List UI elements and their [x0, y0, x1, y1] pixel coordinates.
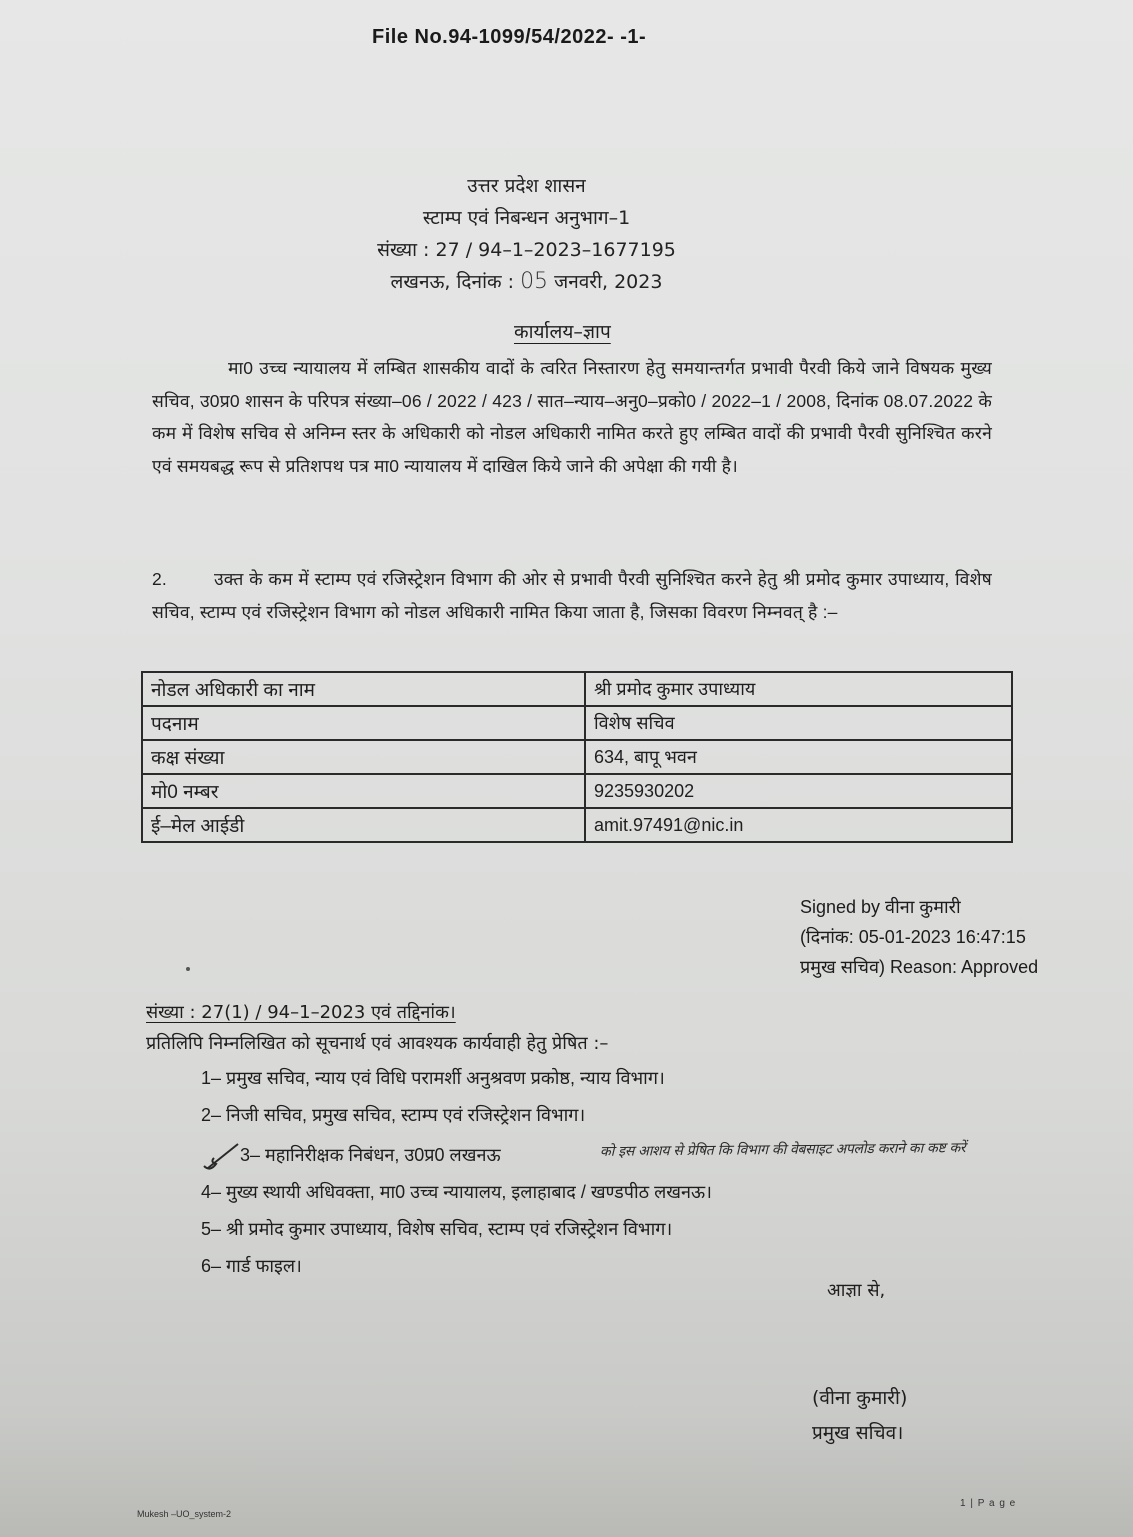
label-designation: पदनाम: [142, 706, 585, 740]
paragraph-2: [152, 563, 992, 628]
paragraph-2-number: 2.: [152, 569, 167, 589]
header-reference-number: संख्या : 27 / 94–1–2023–1677195: [377, 239, 676, 261]
digital-signature-block: [800, 892, 1038, 982]
table-row: [142, 672, 1012, 706]
value-mobile-number: 9235930202: [585, 774, 1012, 808]
value-room-number: 634, बापू भवन: [585, 740, 1012, 774]
signature-line-1: Signed by वीना कुमारी: [800, 897, 961, 917]
label-mobile-number: मो0 नम्बर: [142, 774, 585, 808]
label-officer-name: नोडल अधिकारी का नाम: [142, 672, 585, 706]
paragraph-1-text: मा0 उच्च न्यायालय में लम्बित शासकीय वादों के त्वरित निस्तारण हेतु समयान्तर्गत प्रभावी पैरवी किये जाने विषयक मुख्य सचिव, उ0प्र0 शासन के परिपत्र संख्या–06 / 2022 / 423 / सात–न्याय–अनु0–प्रको0 / 2022–1 / 2008, दिनांक 08.07.2022 के कम में विशेष सचिव से अनिम्न स्तर के अधिकारी को नोडल अधिकारी नामित करते हुए लम्बित वादों की प्रभावी पैरवी सुनिश्चित करने एवं समयबद्ध रूप से प्रतिशपथ पत्र मा0 न्यायालय में दाखिल किये जाने की अपेक्षा की गयी है।: [152, 358, 992, 476]
paragraph-2-text: उक्त के कम में स्टाम्प एवं रजिस्ट्रेशन विभाग की ओर से प्रभावी पैरवी सुनिश्चित करने हेतु श्री प्रमोद कुमार उपाध्याय, विशेष सचिव, स्टाम्प एवं रजिस्ट्रेशन विभाग को नोडल अधिकारी नामित किया जाता है, जिसका विवरण निम्नवत् है :–: [152, 569, 992, 622]
header-government: उत्तर प्रदेश शासन: [467, 175, 586, 197]
table-row: [142, 774, 1012, 808]
copy-recipient-1: 1– प्रमुख सचिव, न्याय एवं विधि परामर्शी अनुश्रवण प्रकोष्ठ, न्याय विभाग।: [201, 1068, 665, 1088]
header-date: [0, 268, 1093, 294]
label-room-number: कक्ष संख्या: [142, 740, 585, 774]
value-email: amit.97491@nic.in: [585, 808, 1012, 842]
copy-recipient-5: 5– श्री प्रमोद कुमार उपाध्याय, विशेष सचिव, स्टाम्प एवं रजिस्ट्रेशन विभाग।: [201, 1219, 673, 1239]
copy-intro: प्रतिलिपि निम्नलिखित को सूचनार्थ एवं आवश्यक कार्यवाही हेतु प्रेषित :–: [146, 1033, 609, 1054]
stray-mark: [186, 967, 190, 971]
value-designation: विशेष सचिव: [585, 706, 1012, 740]
by-order: आज्ञा से,: [827, 1280, 886, 1301]
table-row: [142, 706, 1012, 740]
table-row: [142, 808, 1012, 842]
nodal-officer-table: [141, 671, 1013, 843]
paragraph-1: [152, 352, 992, 482]
copy-recipient-6: 6– गार्ड फाइल।: [201, 1256, 302, 1276]
value-officer-name: श्री प्रमोद कुमार उपाध्याय: [585, 672, 1012, 706]
table-row: [142, 740, 1012, 774]
footer-page-number: 1 | P a g e: [960, 1498, 1017, 1509]
date-prefix: लखनऊ, दिनांक :: [390, 271, 521, 293]
date-suffix: जनवरी, 2023: [548, 271, 663, 293]
copy-reference-number: संख्या : 27(1) / 94–1–2023 एवं तद्दिनांक।: [146, 1002, 456, 1023]
signature-line-3: प्रमुख सचिव) Reason: Approved: [800, 957, 1039, 977]
file-number: File No.94-1099/54/2022- -1-: [372, 26, 647, 48]
handwritten-checkmark-icon: [200, 1140, 240, 1174]
signatory-designation: प्रमुख सचिव।: [812, 1422, 904, 1444]
signatory-name: (वीना कुमारी): [812, 1387, 908, 1409]
copy-recipient-2: 2– निजी सचिव, प्रमुख सचिव, स्टाम्प एवं रजिस्ट्रेशन विभाग।: [201, 1105, 586, 1125]
memo-title: कार्यालय–ज्ञाप: [514, 321, 611, 343]
header-department: स्टाम्प एवं निबन्धन अनुभाग–1: [422, 207, 631, 229]
handwritten-annotation: को इस आशय से प्रेषित कि विभाग की वेबसाइट अपलोड कराने का कष्ट करें: [599, 1140, 966, 1160]
footer-system-id: Mukesh –UO_system-2: [137, 1509, 232, 1519]
copy-recipient-4: 4– मुख्य स्थायी अधिवक्ता, मा0 उच्च न्यायालय, इलाहाबाद / खण्डपीठ लखनऊ।: [201, 1182, 712, 1202]
handwritten-day: 05: [520, 269, 549, 294]
label-email: ई–मेल आईडी: [142, 808, 585, 842]
signature-line-2: (दिनांक: 05-01-2023 16:47:15: [800, 927, 1026, 947]
copy-recipient-3: 3– महानिरीक्षक निबंधन, उ0प्र0 लखनऊ: [240, 1145, 501, 1165]
